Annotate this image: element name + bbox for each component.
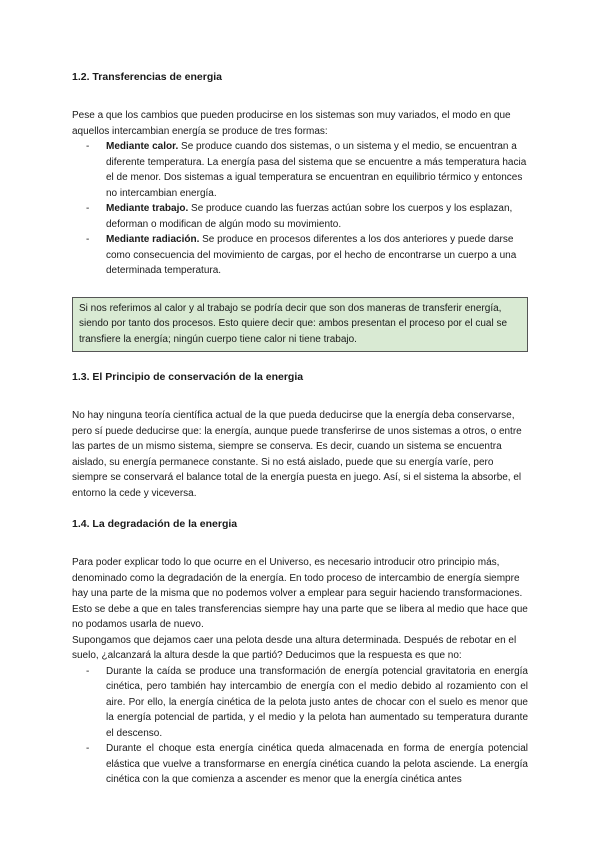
section-heading-conservacion: 1.3. El Principio de conservación de la energia xyxy=(72,371,304,383)
term-calor: Mediante calor. xyxy=(106,141,179,152)
ball-example-list xyxy=(72,664,528,788)
list-item-caida: - Durante la caída se produce una transformación de energía potencial gravitatoria en energía cinética, pero también hay intercambio de energía con el medio debido al rozamiento con el aire. Por ello, la energía cinética de la pelota justo antes de chocar con el suelo es menor que la energía potencial de partida, y el medio y la pelota han aumentado su temperatura durante el descenso. xyxy=(106,664,528,742)
term-trabajo: Mediante trabajo. xyxy=(106,203,189,214)
text-radiacion: Se produce en procesos diferentes a los dos anteriores y puede darse como consecuencia del movimiento de cargas, por el hecho de encontrarse un cuerpo a una determinada temperatura. xyxy=(106,234,517,276)
term-radiacion: Mediante radiación. xyxy=(106,234,200,245)
list-item-radiacion xyxy=(106,232,528,279)
text-calor: Se produce cuando dos sistemas, o un sistema y el medio, se encuentran a diferente temperatura. La energía pasa del sistema que se encuentre a más temperatura hacia el de menor. Dos sistemas a igual temperatura se encuentran en equilibrio térmico y entonces no intercambian energía. xyxy=(106,141,527,199)
degradation-paragraph-2: Supongamos que dejamos caer una pelota desde una altura determinada. Después de rebotar en el suelo, ¿alcanzará la altura desde la que partió? Deducimos que la respuesta es que no: xyxy=(72,634,517,661)
degradation-paragraph-1: Para poder explicar todo lo que ocurre en el Universo, es necesario introducir otro principio más, denominado como la degradación de la energía. En todo proceso de intercambio de energía siempre hay una parte de la misma que no podemos volver a emplear para seguir haciendo transformaciones. Esto se debe a que en tales transferencias siempre hay una parte que se libera al medio que hace que no podamos usarla de nuevo. xyxy=(72,557,528,630)
conservation-paragraph: No hay ninguna teoría científica actual de la que pueda deducirse que la energía deba conservarse, pero sí puede deducirse que: la energía, aunque puede transferirse de unos sistemas a otros, o entre las partes de un mismo sistema, siempre se conserva. Es decir, cuando un sistema se encuentra aislado, su energía permanece constante. Si no está aislado, puede que su energía varíe, pero siempre se conservará el balance total de la energía puesta en juego. Así, si el sistema la absorbe, el entorno la cede y viceversa. xyxy=(72,410,522,499)
section-heading-transferencias: 1.2. Transferencias de energia xyxy=(72,71,222,83)
list-item-trabajo xyxy=(106,201,528,232)
transfer-methods-list xyxy=(72,139,528,279)
highlight-callout: Si nos referimos al calor y al trabajo se podría decir que son dos maneras de transferir energía, siendo por tanto dos procesos. Esto quiere decir que: ambos presentan el proceso por el cual se transfiere la energía; ningún cuerpo tiene calor ni tiene trabajo. xyxy=(72,297,528,353)
text-trabajo: Se produce cuando las fuerzas actúan sobre los cuerpos y los esplazan, deforman o modifican de algún modo su movimiento. xyxy=(106,203,513,230)
section-heading-degradacion: 1.4. La degradación de la energia xyxy=(72,518,238,530)
intro-paragraph: Pese a que los cambios que pueden producirse en los sistemas son muy variados, el modo en que aquellos intercambian energía se produce de tres formas: xyxy=(72,110,511,137)
list-item-choque: - Durante el choque esta energía cinética queda almacenada en forma de energía potencial elástica que vuelve a transformarse en energía cinética cuando la pelota asciende. La energía cinética con la que comienza a ascender es menor que la energía cinética antes xyxy=(106,741,528,788)
list-item-calor xyxy=(106,139,528,201)
